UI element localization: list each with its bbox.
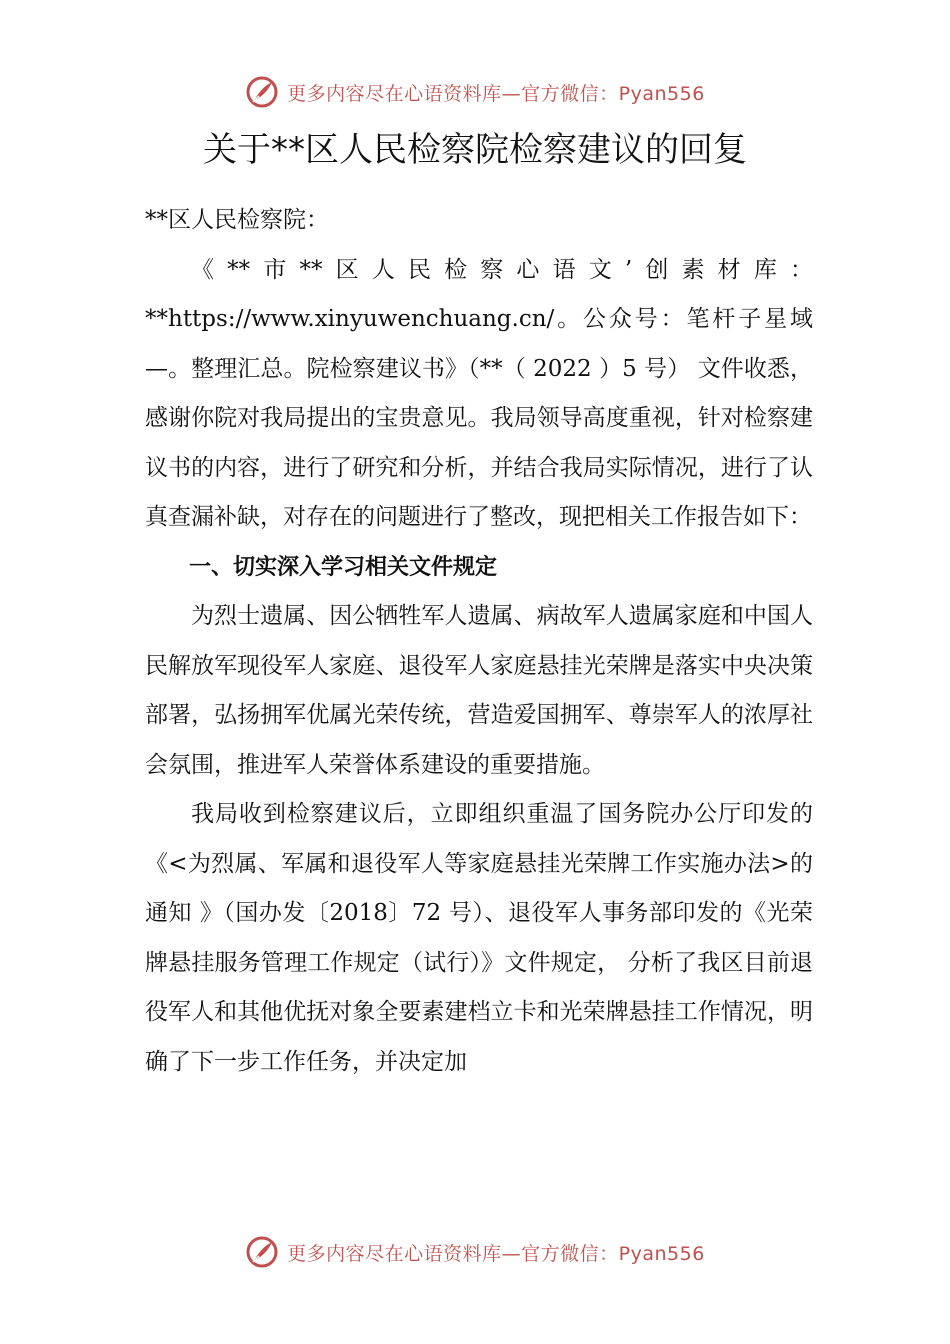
section-heading: 一、切实深入学习相关文件规定 xyxy=(189,554,498,580)
footer-banner xyxy=(0,1232,950,1272)
header-banner xyxy=(0,72,950,112)
banner-text: 更多内容尽在心语资料库—官方微信：Pyan556 xyxy=(287,82,705,105)
paragraph-intro: 《**市**区人民检察心语文’创素材库：**https://www.xinyuwenchuang.cn/。公众号：笔杆子星域—。整理汇总。院检察建议书》（**（ 2022 ）5 号） 文件收悉，感谢你院对我局提出的宝贵意见。我局领导高度重视，针对检察建议书的内容，进行了研究和分析，并结合我局实际情况，进行了认真查漏补缺，对存在的问题进行了整改，现把相关工作报告如下： xyxy=(145,256,813,530)
banner-text: 更多内容尽在心语资料库—官方微信：Pyan556 xyxy=(287,1242,705,1265)
quill-pen-logo-icon xyxy=(245,1235,279,1269)
paragraph-actions: 我局收到检察建议后，立即组织重温了国务院办公厅印发的《<为烈属、军属和退役军人等家庭悬挂光荣牌工作实施办法>的通知 》（国办发〔2018〕72 号）、退役军人事务部印发的《光荣牌悬挂服务管理工作规定（试行）》文件规定， 分析了我区目前退役军人和其他优抚对象全要素建档立卡和光荣牌悬挂工作情况，明确了下一步工作任务，并决定加 xyxy=(145,801,813,1075)
page-title: 关于**区人民检察院检察建议的回复 xyxy=(203,130,747,170)
salutation: **区人民检察院： xyxy=(145,207,329,233)
document-body xyxy=(145,196,813,1087)
quill-pen-logo-icon xyxy=(245,75,279,109)
paragraph-significance: 为烈士遗属、因公牺牲军人遗属、病故军人遗属家庭和中国人民解放军现役军人家庭、退役军人家庭悬挂光荣牌是落实中央决策部署，弘扬拥军优属光荣传统，营造爱国拥军、尊崇军人的浓厚社会氛围，推进军人荣誉体系建设的重要措施。 xyxy=(145,603,813,778)
